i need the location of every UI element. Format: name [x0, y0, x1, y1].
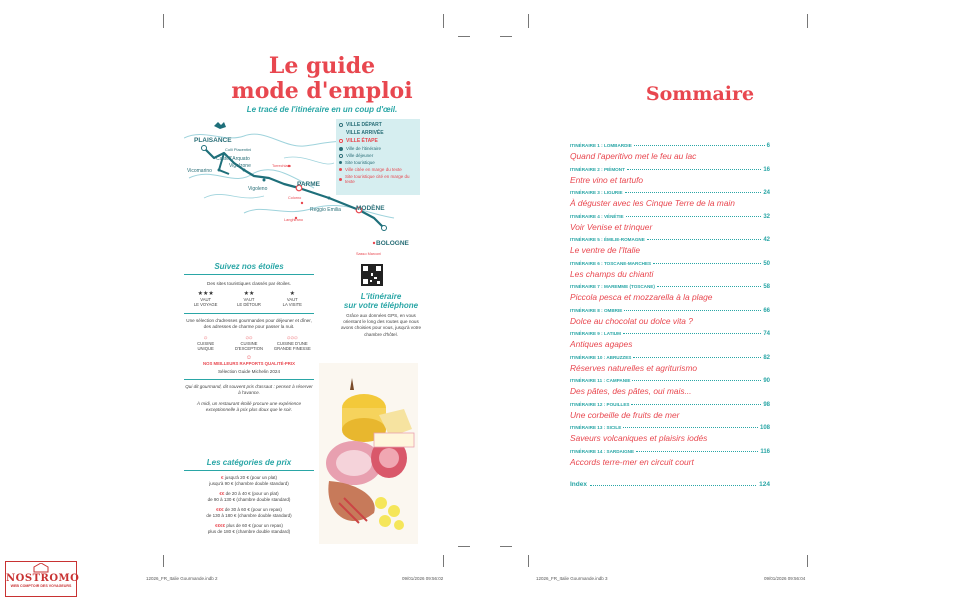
- star-icon: ★★★: [197, 291, 214, 298]
- toc-entry-header: [570, 402, 770, 408]
- legend-label: Site touristique cité en marge du texte: [345, 174, 410, 184]
- price-line: plus de 60 € (pour un repas): [226, 523, 283, 528]
- legend-dot-icon: [339, 154, 343, 158]
- cuisine-row: [184, 334, 314, 351]
- legend-item: [339, 130, 417, 136]
- legend-item: [339, 160, 417, 165]
- toc-entry[interactable]: [570, 331, 770, 355]
- toc-entry-label: ITINÉRAIRE 2 : PIÉMONT: [570, 166, 625, 172]
- toc-leader: [590, 485, 756, 486]
- legend-item: [339, 122, 417, 128]
- map-label-modene: MODÈNE: [356, 205, 385, 212]
- toc-index-entry[interactable]: [570, 481, 770, 488]
- legend-item: [339, 167, 417, 172]
- cuisine-icon: ۞: [203, 334, 208, 341]
- cuisine-rating-3: [272, 334, 312, 351]
- toc-entry-title: Accords terre-mer en circuit court: [570, 456, 694, 467]
- euro-icon: €: [221, 475, 224, 480]
- toc-leader: [633, 357, 761, 358]
- price-category-1: [184, 475, 314, 487]
- toc-entry[interactable]: [570, 261, 770, 285]
- toc-entry-title: Des pâtes, des pâtes, oui mais...: [570, 386, 692, 396]
- toc-entry-page: 6: [766, 143, 770, 149]
- toc-entry[interactable]: [570, 355, 770, 379]
- toc-entry-label: ITINÉRAIRE 14 : SARDAIGNE: [570, 448, 635, 454]
- slug-left-date: 09/01/2026 09:56:02: [402, 576, 444, 581]
- toc-entry-page: 98: [763, 401, 770, 408]
- toc-entry-title: Piccola pesca et mozzarella à la plage: [570, 292, 713, 302]
- stars-row: [184, 290, 314, 307]
- price-category-4: [184, 523, 314, 535]
- toc-entry-title: Antiques agapes: [570, 339, 633, 349]
- guide-title: [202, 54, 442, 104]
- star-icon: ★: [289, 291, 295, 298]
- toc-entry[interactable]: [570, 190, 770, 214]
- toc-entry[interactable]: [570, 402, 770, 426]
- toc-entry-label: ITINÉRAIRE 13 : SICILE: [570, 425, 622, 430]
- stars-section: [184, 262, 314, 413]
- qr-code[interactable]: [361, 264, 383, 286]
- toc-entry-title: Réserves naturelles et agriturismo: [570, 362, 698, 373]
- toc-entry-title: Quand l'aperitivo met le feu au lac: [570, 151, 697, 161]
- legend-dot-icon: [339, 147, 343, 151]
- toc-entry-page: 108: [759, 425, 770, 431]
- midi-note: À midi, un restaurant étoilé procure une expérience exceptionnelle à prix plus doux que le soir.: [196, 400, 302, 412]
- toc-entry-title: Saveurs volcaniques et plaisirs iodés: [570, 433, 708, 443]
- slug-right-file: 12026_FR_Italie Gourmande.indb 3: [536, 576, 608, 581]
- star-label: VAUT: [243, 297, 255, 303]
- cuisine-label: CUISINE D'UNE: [276, 340, 308, 346]
- toc-index-label: Index: [570, 481, 587, 488]
- legend-dot-icon: [339, 123, 343, 127]
- toc-entry-header: [570, 167, 770, 173]
- toc-entry-page: 24: [763, 190, 770, 196]
- toc-entry-label: ITINÉRAIRE 7 : MAREMME (TOSCANE): [570, 284, 655, 289]
- selection-source: Sélection Guide Michelin 2024: [217, 369, 281, 375]
- star-label: VAUT: [200, 297, 212, 303]
- guide-title-line1: Le guide: [268, 53, 376, 79]
- toc-entry[interactable]: [570, 167, 770, 191]
- price-categories: [184, 458, 314, 535]
- star-icon: ★★: [243, 291, 255, 298]
- itinerary-heading: sur votre téléphone: [343, 301, 419, 310]
- toc-entry[interactable]: [570, 214, 770, 238]
- toc-entry-title: Une corbeille de fruits de mer: [570, 409, 680, 420]
- nostromo-logo: [5, 561, 80, 597]
- map-label-reggio: Reggio Emilia: [310, 207, 341, 213]
- cuisine-label: GRANDE FINESSE: [273, 345, 311, 351]
- cuisine-icon: ۞۞۞: [287, 334, 298, 341]
- divider: [184, 274, 314, 275]
- toc-entry-page: 32: [763, 213, 770, 220]
- toc-entry-page: 50: [763, 260, 770, 267]
- toc-leader: [631, 404, 761, 405]
- toc-entry-header: [570, 190, 770, 196]
- toc-entry-header: [570, 214, 770, 220]
- legend-label: VILLE ÉTAPE: [346, 138, 378, 144]
- cuisine-label: D'EXCEPTION: [234, 345, 263, 351]
- toc-entry-page: 116: [760, 448, 770, 455]
- toc-entry[interactable]: [570, 378, 770, 402]
- toc-entry-title: Dolce au chocolat ou dolce vita ?: [570, 315, 693, 326]
- star-label: VAUT: [286, 297, 298, 303]
- legend-dot-icon: [339, 178, 342, 181]
- map-subtitle: Le tracé de l'itinéraire en un coup d'œil.: [246, 105, 398, 114]
- star-label: LA VISITE: [282, 302, 302, 308]
- toc-entry-header: [570, 308, 770, 314]
- legend-label: Ville de l'itinéraire: [346, 146, 382, 151]
- price-category-3: [184, 507, 314, 519]
- itinerary-phone-box: [326, 292, 436, 338]
- food-illustration: [319, 363, 418, 544]
- crop-mark: [500, 36, 512, 37]
- toc-leader: [627, 169, 761, 170]
- toc-entry-label: ITINÉRAIRE 3 : LIGURIE: [570, 190, 623, 195]
- toc-entry-title: Voir Venise et trinquer: [570, 221, 653, 232]
- euro-icon: €€: [219, 491, 225, 496]
- map-label-sasso: Sasso Marconi: [356, 252, 382, 256]
- legend-dot-icon: [339, 139, 343, 143]
- itinerary-text: Grâce aux données GPS, en vous orientant le long des routes que nous avons choisies pour vous, jusqu'à votre chambre d'hôtel.: [340, 313, 422, 337]
- toc-entry-page: 42: [763, 237, 770, 243]
- legend-label: Ville déjeuner: [346, 153, 374, 158]
- house-icon: [33, 563, 49, 573]
- toc-entry-header: [570, 284, 770, 290]
- toc-leader: [636, 451, 758, 452]
- itinerary-heading: L'itinéraire: [360, 292, 402, 301]
- toc-entry-header: [570, 449, 770, 455]
- star-label: LE VOYAGE: [193, 302, 218, 308]
- toc-entry-label: ITINÉRAIRE 4 : VÉNÉTIE: [570, 213, 624, 219]
- cuisine-icon: ۞۞: [245, 334, 253, 341]
- toc-leader: [647, 239, 762, 240]
- sommaire-title: Sommaire: [645, 83, 755, 105]
- toc-entry-header: [570, 143, 770, 149]
- toc-entry-header: [570, 425, 770, 431]
- logo-name: NOSTROMO: [6, 573, 80, 584]
- toc-leader: [632, 380, 761, 381]
- guide-title-line2: mode d'emploi: [231, 78, 413, 104]
- map-label-plaisance: PLAISANCE: [194, 137, 232, 144]
- map-label-vigoleno: Vigoleno: [248, 186, 268, 192]
- bib-gourmand-icon: ☺: [245, 354, 253, 361]
- legend-label: VILLE ARRIVÉE: [346, 130, 384, 136]
- legend-dot-icon: [339, 168, 342, 171]
- categories-heading: Les catégories de prix: [206, 458, 292, 467]
- legend-item: [339, 174, 417, 184]
- toc-entry-page: 16: [763, 166, 770, 173]
- map-label-vigolzone: Vigolzone: [229, 163, 251, 169]
- legend-item: [339, 138, 417, 144]
- map-label-bologne: BOLOGNE: [376, 240, 409, 247]
- map-label-piacentini: Colli Piacentini: [225, 147, 252, 152]
- right-page: [520, 0, 810, 600]
- legend-item: [339, 146, 417, 151]
- toc-entry-page: 58: [763, 284, 770, 290]
- toc-entry[interactable]: [570, 237, 770, 261]
- toc-entry-header: [570, 261, 770, 267]
- toc-entry-page: 66: [763, 307, 770, 314]
- left-page: [140, 0, 470, 600]
- toc-entry-label: ITINÉRAIRE 8 : OMBRIE: [570, 307, 623, 313]
- star-label: LE DÉTOUR: [237, 302, 261, 308]
- toc-leader: [625, 192, 762, 193]
- toc-entry-label: ITINÉRAIRE 12 : POUILLES: [570, 401, 630, 407]
- star-rating-2: [229, 290, 269, 307]
- toc-entry-label: ITINÉRAIRE 5 : ÉMILIE-ROMAGNE: [570, 237, 645, 242]
- map-label-vicomarino: Vicomarino: [187, 168, 212, 174]
- euro-icon: €€€: [216, 507, 224, 512]
- toc-entry-label: ITINÉRAIRE 9 : LATIUM: [570, 331, 621, 336]
- divider: [184, 470, 314, 471]
- toc-entry-header: [570, 237, 770, 243]
- selection-text: Une sélection d'adresses gourmandes pour déjeuner et dîner, des adresses de charme pour passer la nuit.: [186, 318, 312, 330]
- toc-leader: [623, 427, 758, 428]
- price-category-2: [184, 491, 314, 503]
- toc-entry-title: À déguster avec les Cinque Terre de la main: [570, 198, 735, 208]
- toc-entry-label: ITINÉRAIRE 11 : CAMPANIE: [570, 378, 631, 383]
- map-label-parme: PARME: [297, 181, 320, 188]
- toc-leader: [657, 286, 761, 287]
- cuisine-rating-2: [229, 334, 269, 351]
- cuisine-label: CUISINE: [197, 340, 215, 346]
- toc-leader: [653, 263, 761, 264]
- toc-entry-header: [570, 331, 770, 337]
- price-line: plus de 180 € (chambre double standard): [207, 529, 291, 534]
- best-value: [184, 355, 314, 367]
- price-line: de 30 à 60 € (pour un repas): [224, 507, 282, 512]
- toc-index-page: 124: [759, 481, 770, 488]
- price-line: jusqu'à 20 € (pour un plat): [224, 475, 277, 480]
- toc-entry[interactable]: [570, 449, 770, 473]
- toc-leader: [624, 310, 761, 311]
- map-legend: [336, 119, 420, 195]
- legend-item: [339, 153, 417, 158]
- price-line: de 20 à 40 € (pour un plat): [225, 491, 279, 496]
- toc-entry[interactable]: [570, 284, 770, 308]
- price-line: de 90 à 130 € (chambre double standard): [207, 497, 291, 502]
- toc-entry-page: 74: [763, 331, 770, 337]
- table-of-contents: [570, 143, 770, 472]
- logo-tagline: WEB COMPTOIR DES VOYAGEURS: [10, 584, 72, 588]
- slug-left-file: 12026_FR_Italie Gourmande.indb 2: [146, 576, 218, 581]
- legend-dot-icon: [339, 161, 342, 164]
- euro-icon: €€€€: [215, 523, 226, 528]
- toc-entry-page: 82: [763, 354, 770, 361]
- toc-entry-label: ITINÉRAIRE 6 : TOSCANE-MARCHES: [570, 260, 652, 266]
- stars-heading: Suivez nos étoiles: [214, 262, 284, 271]
- crop-mark: [500, 546, 512, 547]
- toc-entry-title: Le ventre de l'Italie: [570, 245, 641, 255]
- toc-entry-header: [570, 355, 770, 361]
- price-line: de 130 à 180 € (chambre double standard): [206, 513, 292, 518]
- slug-right-date: 09/01/2026 09:56:04: [764, 576, 806, 581]
- gourmand-note: Qui dit gourmand, dit souvent pris d'assaut : pensez à réserver à l'avance.: [185, 384, 313, 396]
- divider: [184, 313, 314, 314]
- legend-dot-icon: [339, 131, 343, 135]
- toc-leader: [623, 333, 761, 334]
- cuisine-label: CUISINE: [240, 340, 258, 346]
- map-label-castell: Castell'Arquato: [216, 156, 250, 162]
- cuisine-label: UNIQUE: [197, 345, 214, 351]
- toc-entry-header: [570, 378, 770, 384]
- toc-entry-title: Entre vino et tartufo: [570, 174, 644, 185]
- toc-entry-page: 90: [763, 378, 770, 384]
- toc-entry[interactable]: [570, 425, 770, 449]
- price-line: jusqu'à 90 € (chambre double standard): [209, 481, 289, 486]
- map-label-langhirano: Langhirano: [284, 218, 304, 222]
- star-rating-3: [186, 290, 226, 307]
- cuisine-rating-1: [186, 334, 226, 351]
- toc-leader: [634, 145, 765, 146]
- toc-entry[interactable]: [570, 308, 770, 332]
- legend-label: Site touristique: [345, 160, 375, 165]
- stars-intro: Des sites touristiques classés par étoiles.: [207, 281, 291, 286]
- toc-entry[interactable]: [570, 143, 770, 167]
- toc-entry-title: Les champs du chianti: [570, 268, 654, 279]
- toc-entry-label: ITINÉRAIRE 1 : LOMBARDIE: [570, 143, 632, 148]
- map-label-colorno: Colorno: [288, 196, 302, 200]
- best-value-label: NOS MEILLEURS RAPPORTS QUALITÉ-PRIX: [203, 360, 295, 366]
- map-label-torrechiara: Torrechiara: [272, 164, 291, 168]
- star-rating-1: [272, 290, 312, 307]
- legend-label: VILLE DÉPART: [346, 122, 382, 128]
- divider: [184, 379, 314, 380]
- toc-leader: [626, 216, 762, 217]
- toc-entry-label: ITINÉRAIRE 10 : ABRUZZES: [570, 354, 632, 360]
- legend-label: Ville citée en marge du texte: [345, 167, 402, 172]
